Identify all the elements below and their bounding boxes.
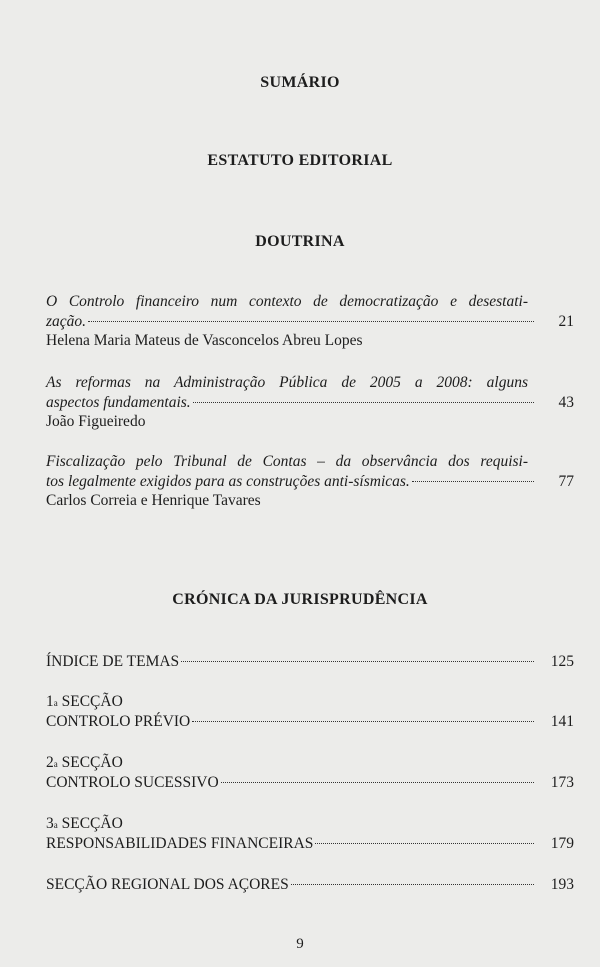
seccao-word: SECÇÃO — [61, 754, 123, 771]
entry-title-line: tos legalmente exigidos para as construções anti-sísmicas. — [46, 472, 410, 490]
dot-leader — [192, 721, 534, 722]
seccao-number: 2 — [46, 754, 54, 771]
seccao-3-entry: 3 a SECÇÃO RESPONSABILIDADES FINANCEIRAS 179 — [46, 815, 574, 852]
entry-title-line: O Controlo financeiro num contexto de democratização e desestati- — [46, 293, 528, 310]
seccao-word: SECÇÃO — [61, 815, 123, 832]
entry-title-line: Fiscalização pelo Tribunal de Contas – da observância dos requisi- — [46, 453, 528, 470]
entry-page-number: 179 — [550, 834, 574, 852]
indice-temas-entry — [46, 652, 574, 672]
seccao-regional-acores-entry — [46, 875, 574, 895]
dot-leader — [221, 782, 534, 783]
doutrina-heading: DOUTRINA — [255, 233, 345, 250]
entry-page-number: 173 — [550, 773, 574, 791]
dot-leader — [412, 481, 534, 482]
seccao-2-entry: 2 a SECÇÃO CONTROLO SUCESSIVO 173 — [46, 754, 574, 791]
entry-page-number: 77 — [558, 472, 574, 490]
page-number: 9 — [296, 936, 304, 952]
entry-title-line: aspectos fundamentais. — [46, 393, 191, 411]
entry-title-line: zação. — [46, 312, 87, 330]
doutrina-entry-2 — [46, 373, 574, 432]
dot-leader — [291, 884, 534, 885]
entry-label: ÍNDICE DE TEMAS — [46, 653, 180, 670]
sumario-heading: SUMÁRIO — [260, 74, 340, 91]
entry-page-number: 125 — [550, 653, 574, 670]
entry-title-line: As reformas na Administração Pública de 2005 a 2008: alguns — [46, 374, 528, 391]
entry-page-number: 141 — [550, 712, 574, 730]
doutrina-entry-3 — [46, 452, 574, 511]
dot-leader — [88, 321, 534, 322]
seccao-number: 3 — [46, 815, 54, 832]
entry-author: Helena Maria Mateus de Vasconcelos Abreu Lopes — [46, 332, 363, 349]
entry-label: RESPONSABILIDADES FINANCEIRAS — [46, 834, 314, 852]
seccao-1-entry: 1 a SECÇÃO CONTROLO PRÉVIO 141 — [46, 693, 574, 730]
doutrina-entry-1 — [46, 292, 574, 351]
entry-label: CONTROLO SUCESSIVO — [46, 773, 219, 791]
dot-leader — [193, 402, 534, 403]
entry-page-number: 21 — [558, 312, 574, 330]
entry-author: João Figueiredo — [46, 413, 146, 430]
entry-page-number: 193 — [550, 876, 574, 893]
estatuto-editorial-heading: ESTATUTO EDITORIAL — [207, 152, 393, 169]
entry-author: Carlos Correia e Henrique Tavares — [46, 492, 261, 509]
entry-label: CONTROLO PRÉVIO — [46, 712, 191, 730]
dot-leader — [315, 843, 534, 844]
entry-label: SECÇÃO REGIONAL DOS AÇORES — [46, 876, 289, 893]
seccao-number: 1 — [46, 693, 54, 710]
dot-leader — [181, 661, 534, 662]
cronica-heading: CRÓNICA DA JURISPRUDÊNCIA — [172, 591, 428, 608]
seccao-word: SECÇÃO — [61, 693, 123, 710]
entry-page-number: 43 — [558, 393, 574, 411]
